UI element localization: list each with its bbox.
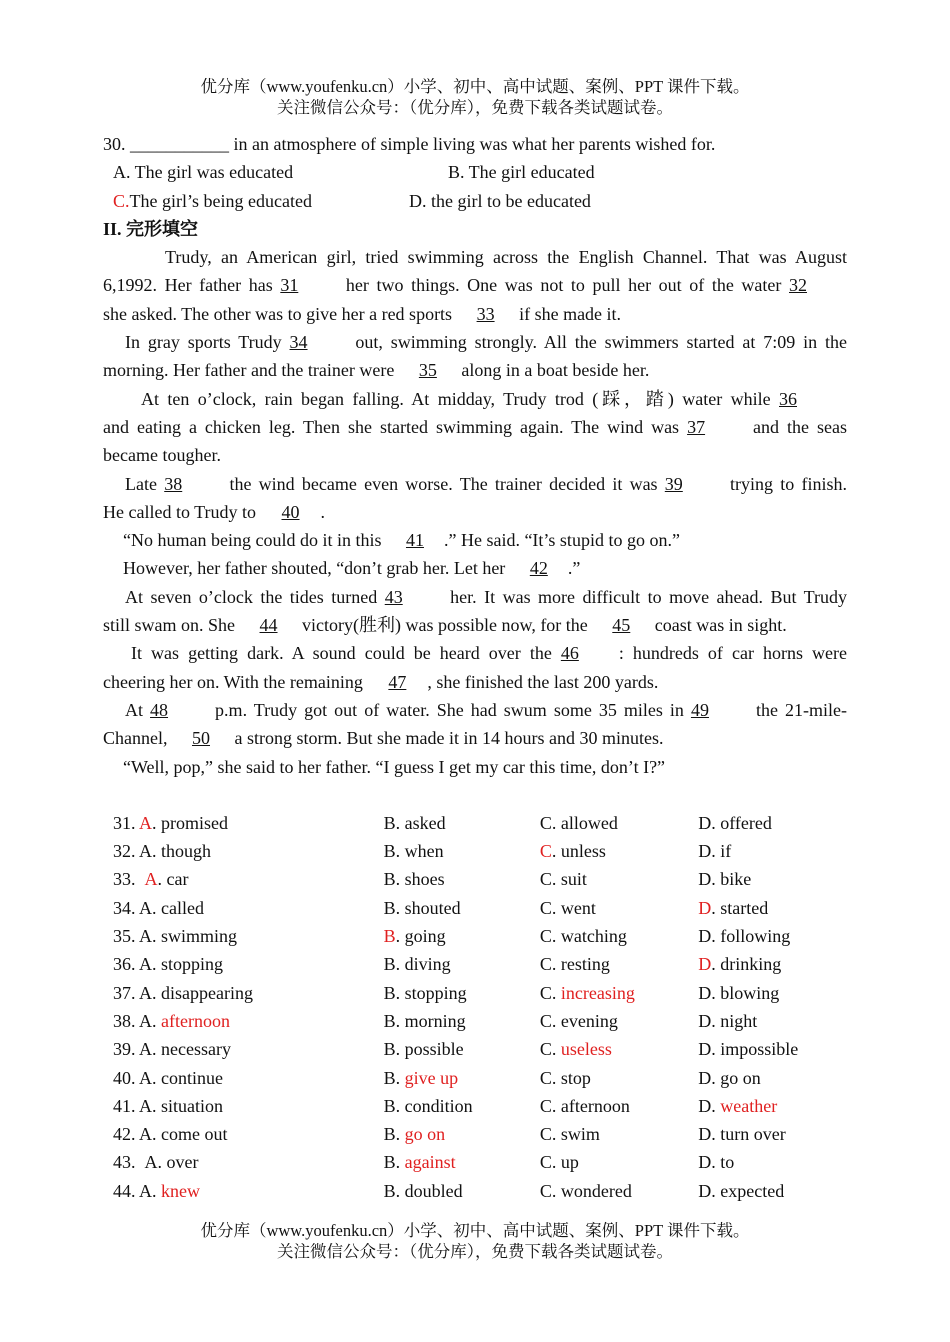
option-letter: B <box>383 982 396 1003</box>
option-text: following <box>720 926 791 947</box>
option-d: D. turn over <box>698 1124 786 1145</box>
option-b: B. morning <box>383 1010 466 1031</box>
option-text: suit <box>560 869 587 890</box>
option-text: doubled <box>404 1180 463 1201</box>
blank-37: 37 <box>687 416 706 437</box>
option-letter: B <box>383 926 396 947</box>
option-c: C. resting <box>539 954 610 975</box>
option-a: 44. A. knew <box>113 1180 201 1201</box>
passage-line: At 48 p.m. Trudy got out of water. She had swum some 35 miles in 49 the 21-mile- <box>103 696 847 724</box>
option-letter: A <box>139 1180 153 1201</box>
blank-32: 32 <box>789 275 807 296</box>
option-text: continue <box>161 1067 223 1088</box>
option-a: 36. A. stopping <box>113 954 224 975</box>
option-row <box>113 1120 847 1148</box>
option-letter: B <box>383 1152 396 1173</box>
blank-49: 49 <box>690 699 709 720</box>
option-d: D. go on <box>698 1067 761 1088</box>
option-text: offered <box>720 812 772 833</box>
option-text: if <box>720 841 732 862</box>
option-text: shouted <box>404 897 461 918</box>
section-title: II. 完形填空 <box>103 218 199 239</box>
question-number: 35. <box>113 926 136 947</box>
option-a: 42. A. come out <box>113 1124 228 1145</box>
blank-31: 31 <box>280 275 299 296</box>
option-letter: C <box>539 1152 552 1173</box>
question-number: 43. <box>113 1152 136 1173</box>
option-text: started <box>720 897 769 918</box>
option-letter: B <box>383 1180 396 1201</box>
option-letter: A <box>139 1067 153 1088</box>
passage-line: Channel, 50 a strong storm. But she made it in 14 hours and 30 minutes. <box>103 724 847 752</box>
option-text: blowing <box>720 982 780 1003</box>
option-text: stop <box>560 1067 591 1088</box>
option-a: 33. A. car <box>113 869 189 890</box>
option-text: afternoon <box>560 1095 630 1116</box>
option-letter: D <box>698 1095 712 1116</box>
option-letter: C <box>539 812 552 833</box>
option-text: asked <box>404 812 446 833</box>
option-letter: C <box>539 1067 552 1088</box>
option-a: 39. A. necessary <box>113 1039 231 1060</box>
option-text: over <box>166 1152 199 1173</box>
option-a: 35. A. swimming <box>113 926 238 947</box>
passage-line: and eating a chicken leg. Then she started swimming again. The wind was 37 and the seas <box>103 413 847 441</box>
question-number: 33. <box>113 869 136 890</box>
option-a: 32. A. though <box>113 841 212 862</box>
option-c: C. stop <box>539 1067 591 1088</box>
blank-36: 36 <box>779 388 797 409</box>
option-c: C. increasing <box>539 982 635 1003</box>
option-row <box>113 894 847 922</box>
option-b: B. against <box>383 1152 456 1173</box>
passage-line: still swam on. She 44 victory(胜利) was possible now, for the 45 coast was in sight. <box>103 611 847 639</box>
option-text: bike <box>720 869 752 890</box>
question-number: 34. <box>113 897 136 918</box>
option-letter: A <box>139 1039 153 1060</box>
footer-line-2: 关注微信公众号：（优分库），免费下载各类试题试卷。 <box>277 1242 673 1261</box>
option-b: B. possible <box>383 1039 464 1060</box>
q30-option-d: D. the girl to be educated <box>409 190 591 211</box>
option-letter: C <box>539 982 552 1003</box>
option-row <box>113 922 847 950</box>
blank-38: 38 <box>164 473 183 494</box>
option-row <box>113 1007 847 1035</box>
passage-line: 6,1992. Her father has 31 her two things. One was not to pull her out of the water 32 <box>103 271 847 299</box>
question-number: 42. <box>113 1124 136 1145</box>
blank-47: 47 <box>388 671 407 692</box>
option-letter: B <box>383 841 396 862</box>
option-c: C. swim <box>539 1124 600 1145</box>
option-text: swimming <box>161 926 238 947</box>
option-text: shoes <box>404 869 445 890</box>
option-row <box>113 1092 847 1120</box>
option-text: up <box>560 1152 579 1173</box>
option-c: C. suit <box>539 869 587 890</box>
option-letter: D <box>698 1067 712 1088</box>
option-letter: D <box>698 812 712 833</box>
option-letter: B <box>383 1067 396 1088</box>
blank-42: 42 <box>529 558 548 579</box>
option-a: 34. A. called <box>113 897 204 918</box>
option-text: promised <box>161 812 229 833</box>
option-c: C. evening <box>539 1010 618 1031</box>
question-number: 38. <box>113 1010 136 1031</box>
option-c: C. unless <box>539 841 606 862</box>
option-row <box>113 979 847 1007</box>
option-text: resting <box>560 954 610 975</box>
q30-option-a: A. The girl was educated <box>113 162 294 183</box>
option-c: C. allowed <box>539 812 618 833</box>
option-text: stopping <box>161 954 224 975</box>
option-a: 37. A. disappearing <box>113 982 253 1003</box>
option-text: possible <box>404 1039 464 1060</box>
option-letter: B <box>383 1124 396 1145</box>
option-letter: D <box>698 926 712 947</box>
q30-answer-letter: C. <box>113 190 130 211</box>
option-text: car <box>166 869 189 890</box>
footer-line-1: 优分库（www.youfenku.cn）小学、初中、高中试题、案例、PPT 课件下载。 <box>200 1221 750 1240</box>
header-line-2: 关注微信公众号：（优分库），免费下载各类试题试卷。 <box>277 98 673 117</box>
option-letter: D <box>698 1010 712 1031</box>
option-b: B. give up <box>383 1067 459 1088</box>
option-c: C. wondered <box>539 1180 632 1201</box>
question-number: 32. <box>113 841 136 862</box>
option-text: unless <box>560 841 606 862</box>
option-letter: D <box>698 1152 712 1173</box>
option-text: stopping <box>404 982 467 1003</box>
option-letter: C <box>539 1095 552 1116</box>
option-text: morning <box>404 1010 466 1031</box>
option-text: useless <box>560 1039 612 1060</box>
option-text: evening <box>560 1010 618 1031</box>
blank-43: 43 <box>384 586 403 607</box>
option-a: 38. A. afternoon <box>113 1010 230 1031</box>
option-text: disappearing <box>161 982 253 1003</box>
option-letter: B <box>383 1010 396 1031</box>
option-text: necessary <box>161 1039 231 1060</box>
option-text: condition <box>404 1095 473 1116</box>
option-a: 43. A. over <box>113 1152 199 1173</box>
option-b: B. diving <box>383 954 451 975</box>
question-number: 39. <box>113 1039 136 1060</box>
option-a: 40. A. continue <box>113 1067 223 1088</box>
blank-45: 45 <box>612 615 631 636</box>
option-d: D. weather <box>698 1095 778 1116</box>
option-letter: C <box>539 926 552 947</box>
option-b: B. stopping <box>383 982 467 1003</box>
option-letter: C <box>539 1180 552 1201</box>
option-letter: A <box>139 812 153 833</box>
option-letter: D <box>698 982 712 1003</box>
question-number: 37. <box>113 982 136 1003</box>
passage-line: He called to Trudy to 40 . <box>103 498 847 526</box>
option-letter: A <box>139 954 153 975</box>
option-text: go on <box>720 1067 761 1088</box>
option-text: knew <box>161 1180 201 1201</box>
blank-40: 40 <box>281 501 300 522</box>
passage-line: “Well, pop,” she said to her father. “I guess I get my car this time, don’t I?” <box>123 756 666 777</box>
option-text: going <box>404 926 446 947</box>
option-row <box>113 1035 847 1063</box>
option-letter: C <box>539 841 552 862</box>
option-b: B. doubled <box>383 1180 463 1201</box>
option-row <box>113 1177 847 1205</box>
option-b: B. shouted <box>383 897 461 918</box>
question-number: 31. <box>113 812 136 833</box>
option-d: D. drinking <box>698 954 782 975</box>
question-number: 40. <box>113 1067 136 1088</box>
option-d: D. to <box>698 1152 735 1173</box>
passage-line: Trudy, an American girl, tried swimming across the English Channel. That was August <box>165 247 847 268</box>
passage-line: “No human being could do it in this 41 .” He said. “It’s stupid to go on.” <box>103 526 847 554</box>
option-b: B. asked <box>383 812 446 833</box>
options-table <box>113 809 847 1205</box>
option-letter: A <box>139 897 153 918</box>
option-letter: D <box>698 1180 712 1201</box>
option-b: B. shoes <box>383 869 445 890</box>
option-letter: C <box>539 1039 552 1060</box>
option-text: situation <box>161 1095 224 1116</box>
option-a: 31. A. promised <box>113 812 229 833</box>
option-d: D. following <box>698 926 791 947</box>
option-b: B. going <box>383 926 446 947</box>
option-row <box>113 1148 847 1176</box>
option-text: though <box>161 841 212 862</box>
option-d: D. started <box>698 897 769 918</box>
blank-44: 44 <box>259 615 278 636</box>
passage-line: At seven o’clock the tides turned 43 her. It was more difficult to move ahead. But Trudy <box>103 583 847 611</box>
option-c: C. afternoon <box>539 1095 630 1116</box>
option-d: D. offered <box>698 812 772 833</box>
option-text: afternoon <box>161 1010 230 1031</box>
q30-option-c-text: The girl’s being educated <box>129 190 312 211</box>
option-text: watching <box>560 926 627 947</box>
option-c: C. up <box>539 1152 579 1173</box>
document-body <box>103 130 847 1205</box>
option-text: give up <box>404 1067 459 1088</box>
option-letter: B <box>383 812 396 833</box>
option-text: come out <box>161 1124 228 1145</box>
option-letter: A <box>139 1124 153 1145</box>
question-number: 36. <box>113 954 136 975</box>
option-row <box>113 837 847 865</box>
option-letter: C <box>539 954 552 975</box>
option-text: go on <box>404 1124 446 1145</box>
header-line-1: 优分库（www.youfenku.cn）小学、初中、高中试题、案例、PPT 课件下载。 <box>200 77 750 96</box>
blank-46: 46 <box>560 643 579 664</box>
option-text: wondered <box>560 1180 632 1201</box>
option-letter: D <box>698 954 712 975</box>
blank-48: 48 <box>150 699 169 720</box>
blank-39: 39 <box>664 473 683 494</box>
option-b: B. when <box>383 841 444 862</box>
option-d: D. night <box>698 1010 758 1031</box>
option-letter: A <box>139 841 153 862</box>
option-letter: D <box>698 841 712 862</box>
option-text: allowed <box>560 812 618 833</box>
option-letter: A <box>139 1010 153 1031</box>
q30-options-row1 <box>103 158 847 186</box>
option-d: D. blowing <box>698 982 780 1003</box>
page-header <box>0 76 950 118</box>
option-text: called <box>161 897 204 918</box>
question-number: 41. <box>113 1095 136 1116</box>
option-letter: A <box>144 1152 158 1173</box>
option-d: D. if <box>698 841 732 862</box>
q30-option-c <box>103 187 409 215</box>
option-letter: A <box>139 926 153 947</box>
option-d: D. impossible <box>698 1039 799 1060</box>
option-letter: D <box>698 1039 712 1060</box>
option-text: against <box>404 1152 456 1173</box>
passage-line: In gray sports Trudy 34 out, swimming strongly. All the swimmers started at 7:09 in the <box>103 328 847 356</box>
option-c: C. useless <box>539 1039 612 1060</box>
option-letter: B <box>383 954 396 975</box>
blank-33: 33 <box>476 303 495 324</box>
passage-line: It was getting dark. A sound could be heard over the 46 : hundreds of car horns were <box>103 639 847 667</box>
q30-stem: 30. ___________ in an atmosphere of simple living was what her parents wished for. <box>103 134 716 154</box>
option-row <box>113 1064 847 1092</box>
option-d: D. bike <box>698 869 752 890</box>
option-text: when <box>404 841 444 862</box>
option-c: C. went <box>539 897 596 918</box>
blank-41: 41 <box>405 530 424 551</box>
option-row <box>113 865 847 893</box>
option-letter: A <box>144 869 158 890</box>
option-text: increasing <box>560 982 635 1003</box>
blank-34: 34 <box>289 332 308 353</box>
option-text: turn over <box>720 1124 786 1145</box>
option-text: weather <box>720 1095 778 1116</box>
option-letter: C <box>539 1124 552 1145</box>
option-letter: B <box>383 897 396 918</box>
option-letter: B <box>383 869 396 890</box>
option-row <box>113 950 847 978</box>
option-text: drinking <box>720 954 782 975</box>
passage-line: Late 38 the wind became even worse. The trainer decided it was 39 trying to finish. <box>103 470 847 498</box>
option-text: impossible <box>720 1039 799 1060</box>
option-text: to <box>720 1152 735 1173</box>
option-letter: A <box>139 1095 153 1116</box>
page-footer <box>0 1220 950 1262</box>
passage-line: cheering her on. With the remaining 47 , she finished the last 200 yards. <box>103 668 847 696</box>
blank-50: 50 <box>192 728 210 749</box>
q30-options-row2 <box>103 187 847 215</box>
passage-line: However, her father shouted, “don’t grab her. Let her 42 .” <box>103 554 847 582</box>
option-c: C. watching <box>539 926 627 947</box>
passage-line: became tougher. <box>103 445 221 466</box>
option-text: diving <box>404 954 451 975</box>
option-letter: D <box>698 869 712 890</box>
passage-line: At ten o’clock, rain began falling. At midday, Trudy trod (踩，踏) water while 36 <box>103 385 847 413</box>
option-letter: A <box>139 982 153 1003</box>
option-text: expected <box>720 1180 785 1201</box>
option-row <box>113 809 847 837</box>
option-letter: B <box>383 1095 396 1116</box>
option-b: B. go on <box>383 1124 446 1145</box>
option-text: swim <box>560 1124 600 1145</box>
q30-option-b: B. The girl educated <box>448 162 595 183</box>
option-letter: D <box>698 897 712 918</box>
option-b: B. condition <box>383 1095 473 1116</box>
blank-35: 35 <box>418 360 437 381</box>
option-d: D. expected <box>698 1180 785 1201</box>
option-text: night <box>720 1010 758 1031</box>
option-letter: C <box>539 897 552 918</box>
passage-line: she asked. The other was to give her a red sports 33 if she made it. <box>103 300 847 328</box>
question-number: 44. <box>113 1180 136 1201</box>
option-a: 41. A. situation <box>113 1095 224 1116</box>
option-letter: C <box>539 869 552 890</box>
option-letter: D <box>698 1124 712 1145</box>
passage-line: morning. Her father and the trainer were 35 along in a boat beside her. <box>103 356 847 384</box>
option-text: went <box>560 897 596 918</box>
option-letter: B <box>383 1039 396 1060</box>
option-letter: C <box>539 1010 552 1031</box>
